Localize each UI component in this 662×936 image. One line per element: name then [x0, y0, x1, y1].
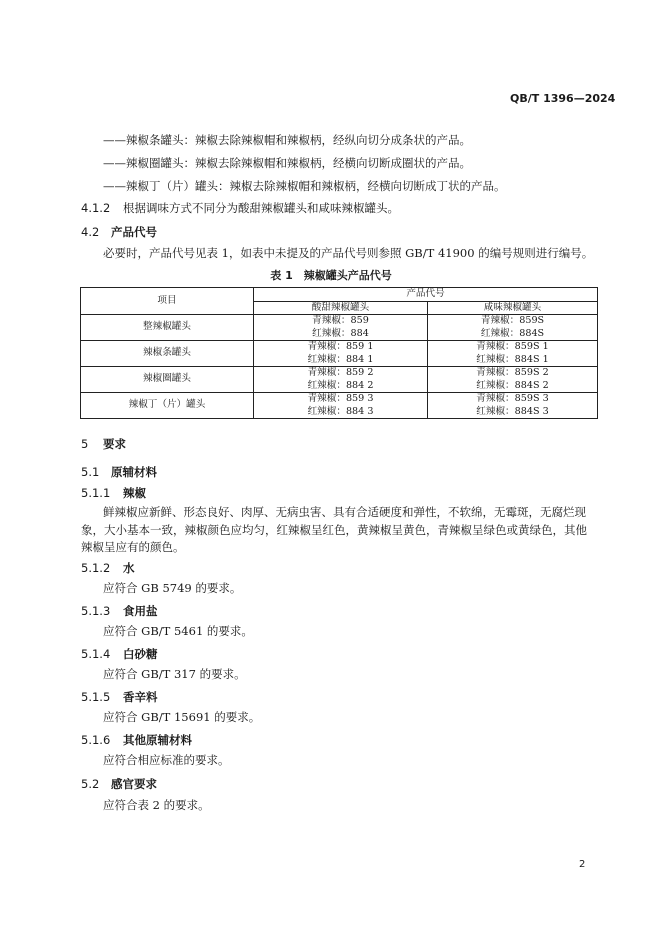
section-5-1-4-heading	[81, 646, 158, 662]
section-5-1-1-heading	[81, 485, 146, 501]
header-item: 项目	[81, 288, 254, 315]
section-5-1-4-text: 应符合 GB/T 317 的要求。	[103, 667, 246, 681]
section-number: 4.2	[81, 225, 100, 239]
row-label: 辣椒丁（片）罐头	[81, 393, 254, 419]
section-title: 原辅材料	[111, 465, 157, 479]
table-1-caption: 表 1 辣椒罐头产品代号	[270, 269, 392, 282]
section-title: 产品代号	[111, 225, 157, 239]
section-title: 水	[123, 561, 135, 575]
section-number: 5.1.1	[81, 486, 111, 500]
section-4-1-2	[81, 200, 399, 217]
sweet-codes	[254, 367, 428, 393]
page-number: 2	[579, 859, 586, 870]
section-number: 5.1.4	[81, 647, 111, 661]
table-row	[81, 315, 598, 341]
code-green: 青辣椒：859 3	[307, 393, 374, 404]
code-green: 青辣椒：859	[312, 315, 369, 326]
standard-code: QB/T 1396—2024	[510, 92, 616, 105]
section-5-1-1-text: 鲜辣椒应新鲜、形态良好、肉厚、无病虫害、具有合适硬度和弹性，不软绵，无霉斑，无腐烂现象，大小基本一致，辣椒颜色应均匀，红辣椒呈红色，黄辣椒呈黄色，青辣椒呈绿色或黄绿色，其他辣椒呈应有的颜色。	[81, 505, 587, 554]
section-5-1-2-text: 应符合 GB 5749 的要求。	[103, 581, 242, 595]
section-title: 白砂糖	[123, 647, 158, 661]
section-title: 要求	[103, 437, 126, 451]
code-red: 红辣椒：884S	[480, 327, 545, 339]
section-5-1-6-text: 应符合相应标准的要求。	[103, 753, 230, 767]
code-green: 青辣椒：859S	[480, 315, 545, 326]
salty-codes	[428, 393, 598, 419]
section-5-1-heading	[81, 464, 157, 480]
section-number: 5.1.6	[81, 733, 111, 747]
code-green: 青辣椒：859S 2	[476, 367, 549, 378]
code-red: 红辣椒：884 1	[307, 353, 374, 365]
section-title: 辣椒	[123, 486, 146, 500]
sweet-codes	[254, 341, 428, 367]
code-red: 红辣椒：884S 2	[476, 379, 549, 391]
code-red: 红辣椒：884S 3	[476, 405, 549, 417]
code-red: 红辣椒：884S 1	[476, 353, 549, 365]
section-5-1-6-heading	[81, 732, 192, 748]
section-4-2-heading	[81, 224, 157, 240]
code-green: 青辣椒：859S 3	[476, 393, 549, 404]
section-5-2-text: 应符合表 2 的要求。	[103, 798, 210, 812]
section-number: 5	[81, 437, 89, 451]
section-5-2-heading	[81, 776, 157, 792]
section-text: 根据调味方式不同分为酸甜辣椒罐头和咸味辣椒罐头。	[123, 201, 399, 215]
section-4-2-text: 必要时，产品代号见表 1，如表中未提及的产品代号则参照 GB/T 41900 的编号规则进行编号。	[103, 246, 594, 260]
section-title: 食用盐	[123, 604, 158, 618]
salty-codes	[428, 315, 598, 341]
header-sweet-sour: 酸甜辣椒罐头	[254, 301, 428, 315]
section-5-heading	[81, 436, 126, 452]
section-5-1-3-heading	[81, 603, 158, 619]
table-1	[80, 287, 598, 419]
table-row	[81, 367, 598, 393]
definition-strip: ——辣椒条罐头：辣椒去除辣椒帽和辣椒柄，经纵向切分成条状的产品。	[103, 133, 471, 147]
salty-codes	[428, 367, 598, 393]
section-number: 5.1.2	[81, 561, 111, 575]
section-5-1-2-heading	[81, 560, 135, 576]
definition-ring: ——辣椒圈罐头：辣椒去除辣椒帽和辣椒柄，经横向切断成圈状的产品。	[103, 156, 471, 170]
section-number: 5.1.5	[81, 690, 111, 704]
definition-dice: ——辣椒丁（片）罐头：辣椒去除辣椒帽和辣椒柄，经横向切断成丁状的产品。	[103, 179, 506, 193]
code-red: 红辣椒：884 3	[307, 405, 374, 417]
table-row	[81, 393, 598, 419]
code-green: 青辣椒：859S 1	[476, 341, 549, 352]
sweet-codes	[254, 315, 428, 341]
section-number: 5.2	[81, 777, 100, 791]
section-title: 感官要求	[111, 777, 157, 791]
salty-codes	[428, 341, 598, 367]
section-5-1-5-text: 应符合 GB/T 15691 的要求。	[103, 710, 261, 724]
code-green: 青辣椒：859 1	[307, 341, 374, 352]
header-product-code: 产品代号	[254, 288, 598, 302]
section-5-1-5-heading	[81, 689, 158, 705]
code-green: 青辣椒：859 2	[307, 367, 374, 378]
section-5-1-3-text: 应符合 GB/T 5461 的要求。	[103, 624, 253, 638]
code-red: 红辣椒：884 2	[307, 379, 374, 391]
code-red: 红辣椒：884	[312, 327, 369, 339]
table-row	[81, 341, 598, 367]
header-salty: 咸味辣椒罐头	[428, 301, 598, 315]
section-number: 5.1.3	[81, 604, 111, 618]
row-label: 辣椒条罐头	[81, 341, 254, 367]
section-number: 5.1	[81, 465, 100, 479]
row-label: 辣椒圈罐头	[81, 367, 254, 393]
row-label: 整辣椒罐头	[81, 315, 254, 341]
section-title: 香辛料	[123, 690, 158, 704]
section-title: 其他原辅材料	[123, 733, 192, 747]
sweet-codes	[254, 393, 428, 419]
section-number: 4.1.2	[81, 201, 111, 215]
